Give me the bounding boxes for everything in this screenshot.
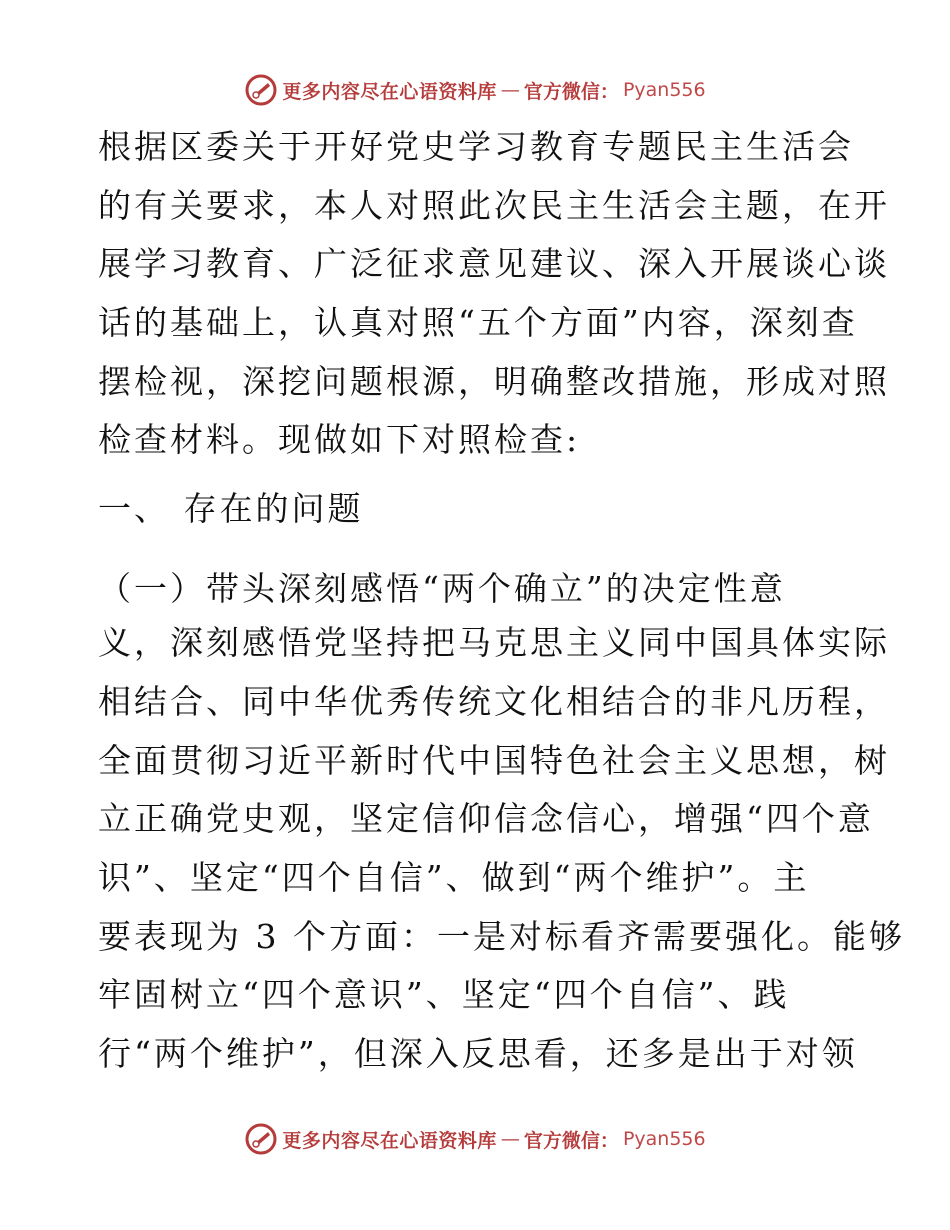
watermark-banner-top bbox=[0, 70, 950, 110]
document-body bbox=[98, 118, 905, 1084]
paragraph-line: 检查材料。现做如下对照检查: bbox=[98, 420, 581, 460]
brand-logo-icon bbox=[244, 73, 278, 107]
section-heading: 一、 存在的问题 bbox=[98, 489, 364, 529]
watermark-banner-bottom bbox=[0, 1119, 950, 1159]
watermark-separator: — bbox=[500, 1128, 520, 1150]
intro-paragraph bbox=[98, 118, 890, 470]
watermark-brand-text: 更多内容尽在心语资料库 bbox=[282, 1129, 497, 1152]
paragraph-line: 识”、坚定“四个自信”、做到“两个维护”。主 bbox=[98, 857, 810, 897]
paragraph-line: 全面贯彻习近平新时代中国特色社会主义思想，树 bbox=[98, 740, 890, 780]
paragraph-line: 摆检视，深挖问题根源，明确整改措施，形成对照 bbox=[98, 361, 890, 401]
paragraph-line: 根据区委关于开好党史学习教育专题民主生活会 bbox=[98, 127, 854, 166]
watermark-brand-text: 更多内容尽在心语资料库 bbox=[282, 80, 497, 103]
watermark-contact-label: 官方微信： bbox=[523, 1129, 619, 1152]
watermark-wechat-id: Pyan556 bbox=[622, 79, 706, 101]
paragraph-line: 展学习教育、广泛征求意见建议、深入开展谈心谈 bbox=[98, 244, 890, 284]
watermark-contact-label: 官方微信： bbox=[523, 80, 619, 103]
brand-logo-icon bbox=[244, 1122, 278, 1156]
watermark-wechat-id: Pyan556 bbox=[622, 1128, 706, 1150]
paragraph-line: 义，深刻感悟党坚持把马克思主义同中国具体实际 bbox=[98, 623, 890, 663]
paragraph-line: 立正确党史观，坚定信仰信念信心，增强“四个意 bbox=[98, 799, 874, 839]
watermark-separator: — bbox=[500, 79, 520, 101]
paragraph-line: 相结合、同中华优秀传统文化相结合的非凡历程， bbox=[98, 681, 890, 721]
paragraph-line: 话的基础上，认真对照“五个方面”内容，深刻查 bbox=[98, 303, 858, 343]
paragraph-line: 要表现为 3 个方面：一是对标看齐需要强化。能够 bbox=[98, 916, 905, 956]
paragraph-line: 的有关要求，本人对照此次民主生活会主题，在开 bbox=[98, 185, 890, 225]
paragraph-line: 行“两个维护”，但深入反思看，还多是出于对领 bbox=[98, 1033, 858, 1073]
subsection-paragraph bbox=[98, 538, 905, 1084]
paragraph-line: 牢固树立“四个意识”、坚定“四个自信”、践 bbox=[98, 975, 790, 1015]
subsection-heading-line: （一）带头深刻感悟“两个确立”的决定性意 bbox=[98, 569, 786, 609]
